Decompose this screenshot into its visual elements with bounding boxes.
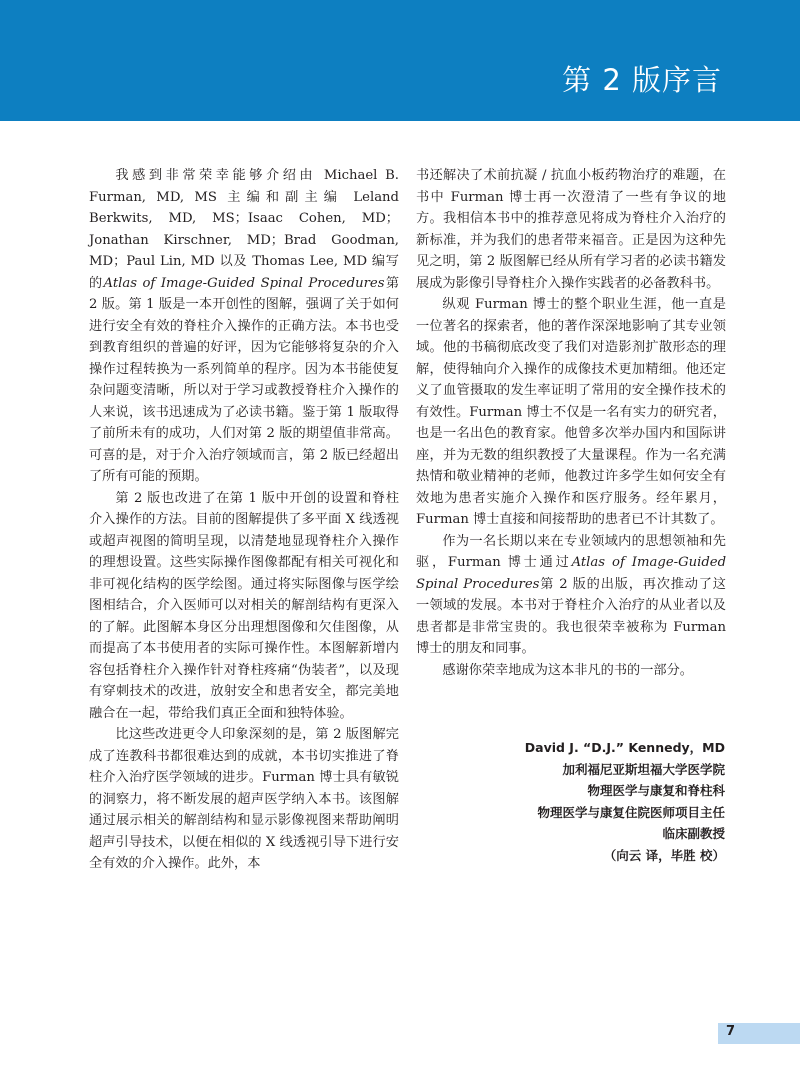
paragraph <box>89 165 399 488</box>
book-title: Atlas of Image-Guided Spinal Procedures <box>103 275 385 291</box>
paragraph-text: 第 2 版。第 1 版是一本开创性的图解，强调了关于如何进行安全有效的脊柱介入操作的正确方法。本书也受到教育组织的普遍的好评，因为它能够将复杂的介入操作过程转换为一系列简单的程序。因为本书能使复杂问题变清晰，所以对于学习或教授脊柱介入操作的人来说，该书迅速成为了必读书籍。鉴于第 1 版取得了前所未有的成功，人们对第 2 版的期望值非常高。可喜的是，对于介入治疗领域而言，第 2 版已经超出了所有可能的预期。 <box>89 275 400 484</box>
author-department: 物理医学与康复和脊柱科 <box>587 783 725 798</box>
paragraph: 第 2 版也改进了在第 1 版中开创的设置和脊柱介入操作的方法。目前的图解提供了多平面 X 线透视或超声视图的简明呈现，以清楚地显现脊柱介入操作的理想设置。这些实际操作图像都配有相关可视化和非可视化结构的医学绘图。通过将实际图像与医学绘图相结合，介入医师可以对相关的解剖结构有更深入的了解。此图解本身区分出理想图像和欠佳图像，从而提高了本书使用者的实际可操作性。本图解新增内容包括脊柱介入操作针对脊柱疼痛“伪装者”，以及现有穿刺技术的改进，放射安全和患者安全，都完美地融合在一起，带给我们真正全面和独特体验。 <box>89 490 399 721</box>
paragraph-text: 我感到非常荣幸能够介绍由 Michael B. Furman, MD, MS 主编和副主编 Leland Berkwits, MD, MS；Isaac Cohen, MD；Jonathan Kirschner, MD；Brad Goodman, MD；Paul Lin, MD 以及 Thomas Lee, MD 编写的 <box>89 168 399 291</box>
left-column <box>89 165 399 875</box>
paragraph: 比这些改进更令人印象深刻的是，第 2 版图解完成了连教科书都很难达到的成就，本书切实推进了脊柱介入治疗医学领域的进步。Furman 博士具有敏锐的洞察力，将不断发展的超声医学纳入本书。该图解通过展示相关的解剖结构和显示影像视图来帮助阐明超声引导技术，以便在相似的 X 线透视引导下进行安全有效的介入操作。此外，本 <box>89 727 399 871</box>
page-title: 第 2 版序言 <box>562 63 722 97</box>
author-affiliation: 加利福尼亚斯坦福大学医学院 <box>562 761 725 777</box>
paragraph-text: 第 2 版的出版，再次推动了这一领域的发展。本书对于脊柱介入治疗的从业者以及患者都是非常宝贵的。我也很荣幸被称为 Furman 博士的朋友和同事。 <box>416 576 726 656</box>
paragraph: 书还解决了术前抗凝 / 抗血小板药物治疗的难题，在书中 Furman 博士再一次澄清了一些有争议的地方。我相信本书中的推荐意见将成为脊柱介入治疗的新标准，并为我们的患者带来福音。正是因为这种先见之明，第 2 版图解已经从所有学习者的必读书籍发展成为影像引导脊柱介入操作实践者的必备教科书。 <box>416 168 726 291</box>
author-role: 物理医学与康复住院医师项目主任 <box>537 804 725 820</box>
translator-credit: （向云 译，毕胜 校） <box>603 847 725 863</box>
header-band <box>0 0 800 121</box>
author-name: David J. “D.J.” Kennedy，MD <box>524 740 725 755</box>
book-title: Atlas of Image-Guided Spinal Procedures <box>416 555 727 592</box>
paragraph <box>416 531 726 660</box>
page-number-tab <box>718 1023 800 1044</box>
right-column <box>416 165 726 681</box>
paragraph: 纵观 Furman 博士的整个职业生涯，他一直是一位著名的探索者，他的著作深深地影响了其专业领域。他的书稿彻底改变了我们对造影剂扩散形态的理解，使得轴向介入操作的成像技术更加精细。他还定义了血管摄取的发生率证明了常用的安全操作技术的有效性。Furman 博士不仅是一名有实力的研究者，也是一名出色的教育家。他曾多次举办国内和国际讲座，并为无数的组织教授了大量课程。作为一名充满热情和敬业精神的老师，他教过许多学生如何安全有效地为患者实施介入操作和医疗服务。经年累月，Furman 博士直接和间接帮助的患者已不计其数了。 <box>416 297 726 527</box>
author-title: 临床副教授 <box>662 826 725 841</box>
paragraph: 感谢你荣幸地成为这本非凡的书的一部分。 <box>442 662 693 678</box>
signature-block <box>385 737 725 866</box>
paragraph-text: 作为一名长期以来在专业领域内的思想领袖和先驱，Furman 博士通过 <box>416 533 726 570</box>
page-number: 7 <box>726 1024 736 1039</box>
